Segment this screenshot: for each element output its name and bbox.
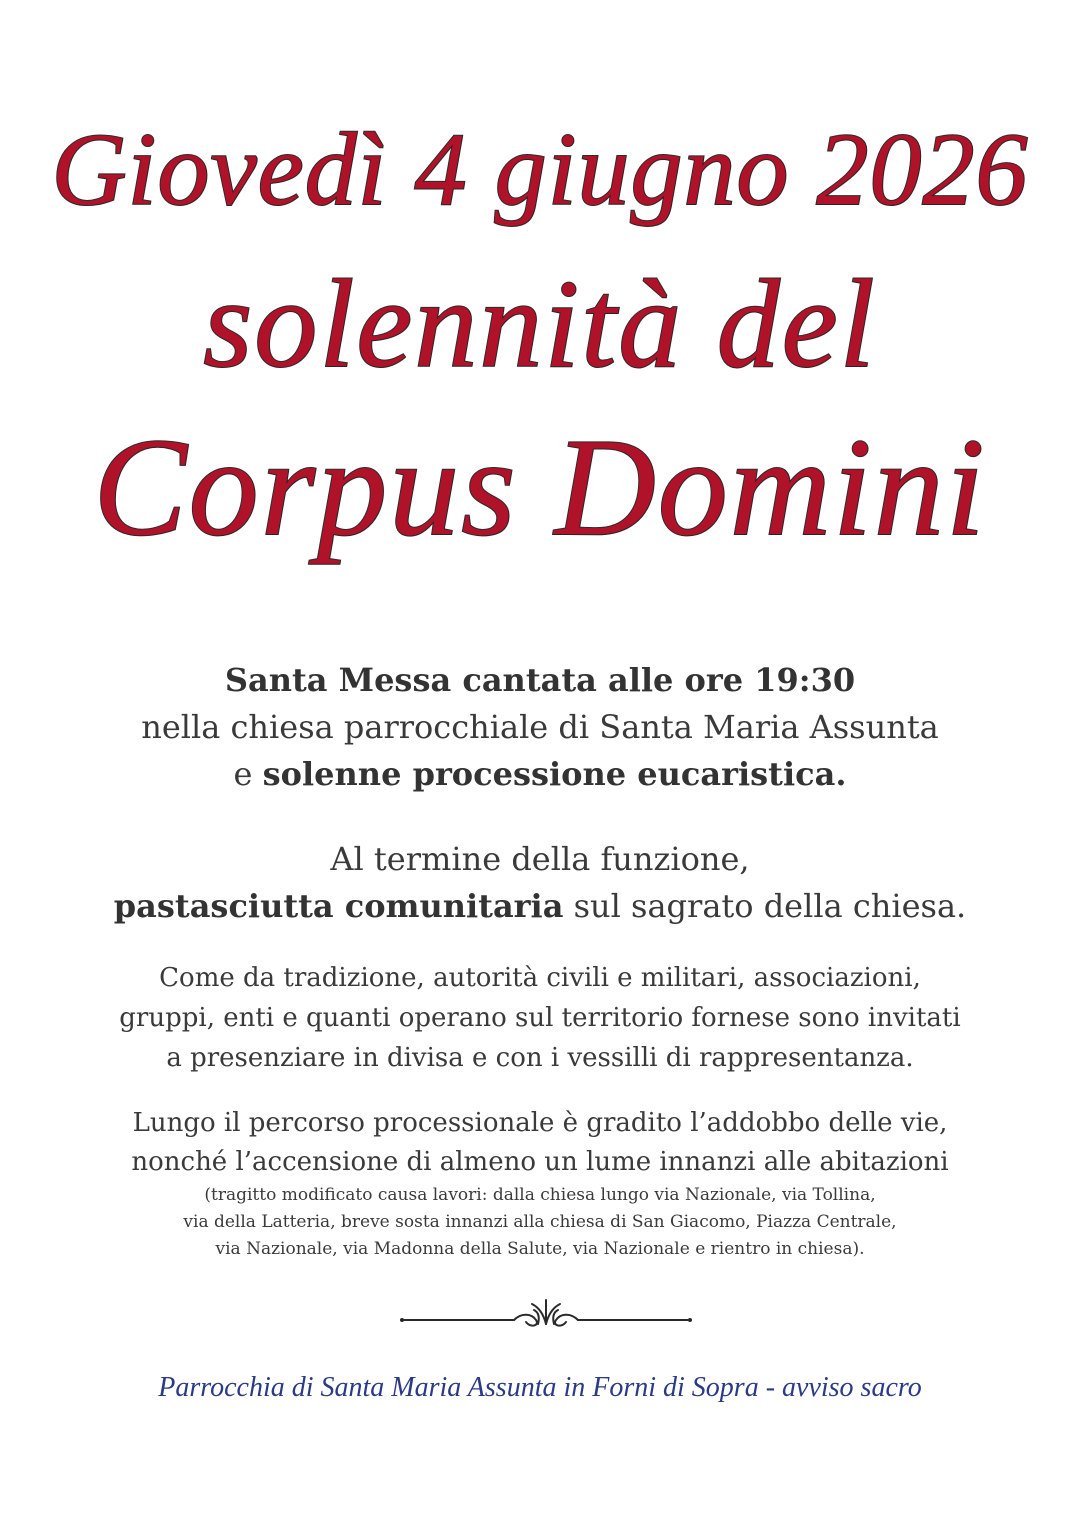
route-note1: (tragitto modificato causa lavori: dalla chiesa lungo via Nazionale, via Tollina, — [204, 1185, 876, 1205]
mass-line3-prefix: e — [233, 755, 263, 793]
title-corpus-domini: Corpus Domini — [93, 410, 987, 565]
route-line2: nonché l’accensione di almeno un lume innanzi alle abitazioni — [131, 1147, 949, 1177]
title-solemnity: solennità del — [203, 255, 877, 394]
parish-footer: Parrocchia di Santa Maria Assunta in Forni di Sopra - avviso sacro — [158, 1372, 922, 1403]
meal-line1: Al termine della funzione, — [330, 840, 750, 878]
meal-highlight: pastasciutta comunitaria — [113, 887, 564, 925]
mass-location: nella chiesa parrocchiale di Santa Maria Assunta — [141, 708, 939, 746]
meal-paragraph — [0, 836, 1080, 930]
mass-time: Santa Messa cantata alle ore 19:30 — [224, 661, 856, 699]
route-note2: via della Latteria, breve sosta innanzi alla chiesa di San Giacomo, Piazza Centrale, — [183, 1212, 897, 1232]
route-note3: via Nazionale, via Madonna della Salute, via Nazionale e rientro in chiesa). — [215, 1239, 865, 1259]
route-line1: Lungo il percorso processionale è gradito l’addobbo delle vie, — [132, 1108, 948, 1138]
invitation-line2: gruppi, enti e quanti operano sul territorio fornese sono invitati — [119, 1003, 961, 1033]
floral-divider-icon — [398, 1294, 694, 1334]
invitation-line3: a presenziare in divisa e con i vessilli di rappresentanza. — [166, 1043, 914, 1073]
mass-paragraph — [0, 657, 1080, 798]
invitation-line1: Come da tradizione, autorità civili e militari, associazioni, — [159, 963, 921, 993]
meal-line2-rest: sul sagrato della chiesa. — [563, 887, 967, 925]
route-paragraph — [0, 1104, 1080, 1263]
title-block — [0, 112, 1080, 565]
invitation-paragraph — [0, 958, 1080, 1078]
title-date: Giovedì 4 giugno 2026 — [51, 112, 1029, 227]
procession-label: solenne processione eucaristica. — [262, 755, 847, 793]
